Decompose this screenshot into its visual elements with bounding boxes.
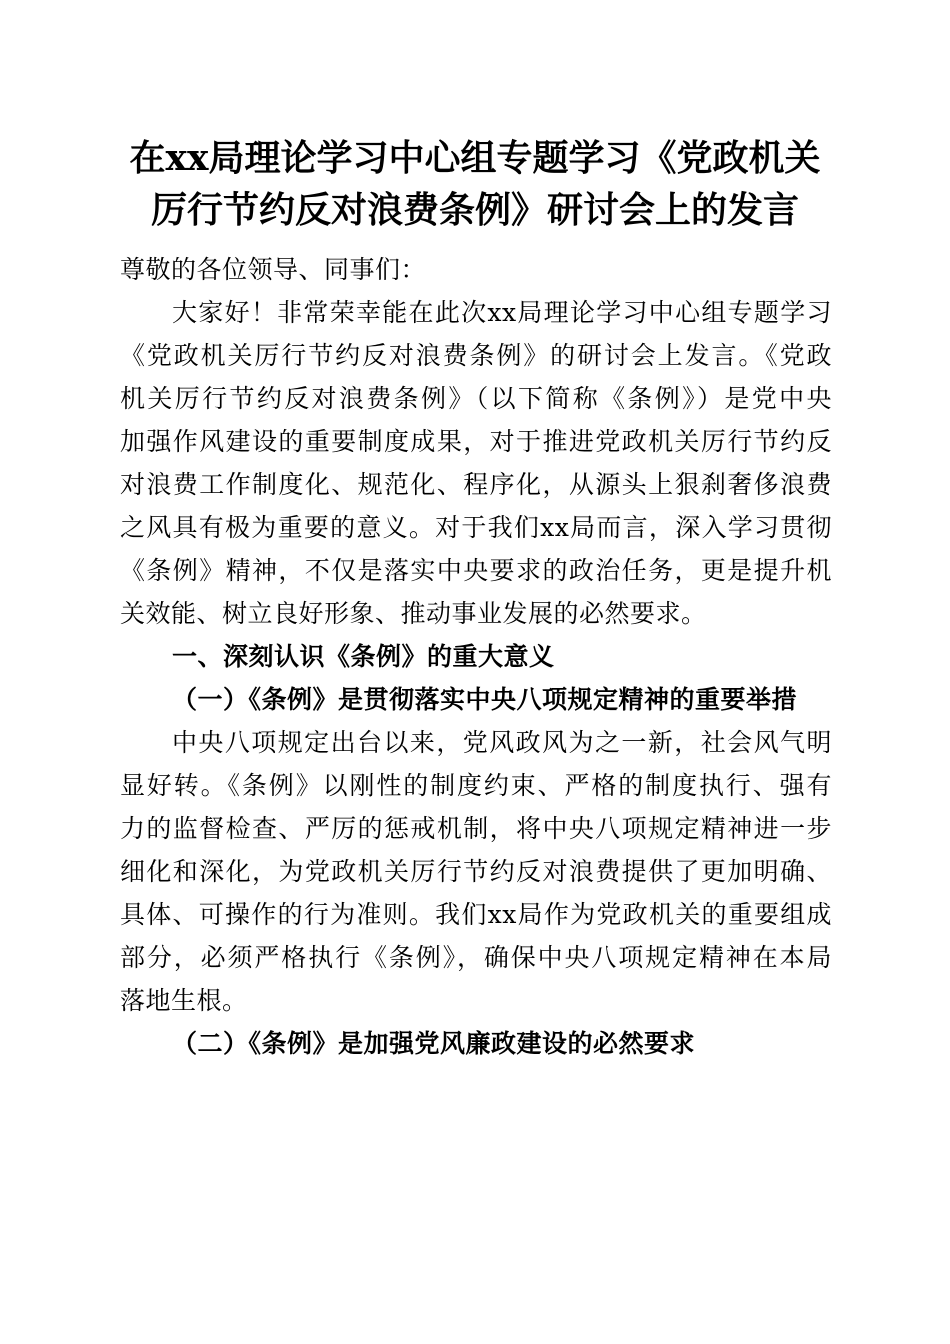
intro-line: 机关厉行节约反对浪费条例》（以下简称《条例》）是党中央: [120, 384, 832, 413]
title-line-2: 厉行节约反对浪费条例》研讨会上的发言: [150, 189, 799, 231]
intro-line: 关效能、树立良好形象、推动事业发展的必然要求。: [120, 599, 707, 628]
section-1-heading: 一、深刻认识《条例》的重大意义: [172, 642, 555, 671]
intro-line: 加强作风建设的重要制度成果，对于推进党政机关厉行节约反: [120, 427, 832, 456]
title-line-1: 在xx局理论学习中心组专题学习《党政机关: [129, 137, 821, 179]
salutation: 尊敬的各位领导、同事们：: [120, 255, 427, 284]
document-body: [120, 248, 832, 1065]
intro-line: 对浪费工作制度化、规范化、程序化，从源头上狠刹奢侈浪费: [120, 470, 832, 499]
document-title: [100, 132, 850, 236]
sub1-line: 中央八项规定出台以来，党风政风为之一新，社会风气明: [172, 728, 832, 757]
intro-line: 《党政机关厉行节约反对浪费条例》的研讨会上发言。《党政: [120, 341, 832, 370]
intro-line: 之风具有极为重要的意义。对于我们xx局而言，深入学习贯彻: [120, 513, 832, 542]
subsection-1-paragraph: [120, 721, 832, 1022]
sub1-line: 部分，必须严格执行《条例》，确保中央八项规定精神在本局: [120, 943, 832, 972]
sub1-line: 落地生根。: [120, 986, 248, 1015]
intro-line: 《条例》精神，不仅是落实中央要求的政治任务，更是提升机: [120, 556, 832, 585]
sub1-line: 显好转。《条例》以刚性的制度约束、严格的制度执行、强有: [120, 771, 832, 800]
sub1-line: 力的监督检查、严厉的惩戒机制，将中央八项规定精神进一步: [120, 814, 832, 843]
sub1-line: 细化和深化，为党政机关厉行节约反对浪费提供了更加明确、: [120, 857, 832, 886]
intro-line: 大家好！非常荣幸能在此次xx局理论学习中心组专题学习: [172, 298, 832, 327]
sub1-line: 具体、可操作的行为准则。我们xx局作为党政机关的重要组成: [120, 900, 832, 929]
subsection-1-heading: （一）《条例》是贯彻落实中央八项规定精神的重要举措: [172, 685, 798, 714]
subsection-2-heading: （二）《条例》是加强党风廉政建设的必然要求: [172, 1029, 696, 1058]
intro-paragraph: [120, 291, 832, 635]
